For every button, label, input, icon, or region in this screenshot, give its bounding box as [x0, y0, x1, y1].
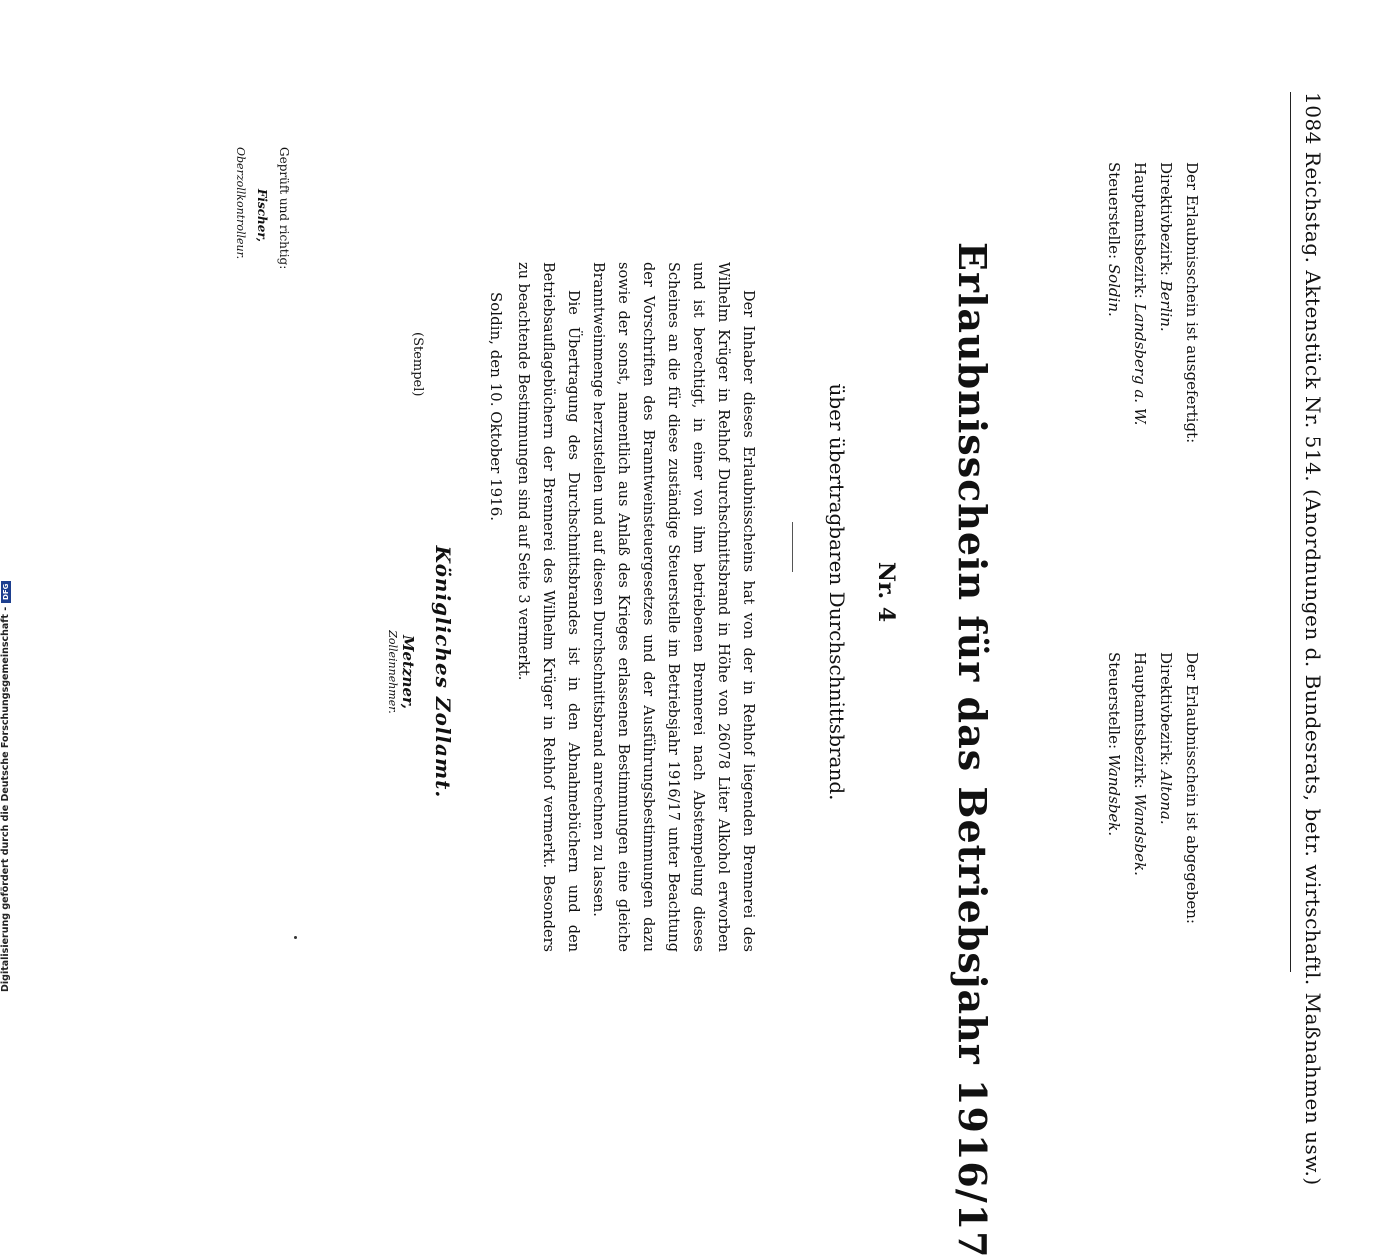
body-text: [510, 262, 760, 952]
signature-office: Königliches Zollamt.: [431, 545, 455, 799]
issued-block-right: [1101, 652, 1205, 924]
hauptamt-value: Wandsbek.: [1131, 793, 1149, 876]
date-line: Soldin, den 10. Oktober 1916.: [487, 292, 505, 522]
issued-right-hauptamt: [1127, 652, 1153, 924]
issued-block-left: [1101, 162, 1205, 443]
direktiv-value: Berlin.: [1157, 280, 1175, 332]
direktiv-label: Direktivbezirk:: [1157, 652, 1175, 766]
digitization-credit: [0, 581, 11, 992]
title-divider: [792, 522, 793, 572]
hauptamt-label: Hauptamtsbezirk:: [1131, 162, 1149, 299]
issued-left-steuer: [1101, 162, 1127, 443]
issued-left-hauptamt: [1127, 162, 1153, 443]
signature-block: [386, 422, 455, 922]
document-number: Nr. 4: [873, 561, 899, 623]
direktiv-value: Altona.: [1157, 770, 1175, 825]
header-rule: [1290, 92, 1291, 972]
checked-block: [229, 147, 295, 269]
signature-name: Metzner,: [399, 634, 417, 710]
signature-role: Zolleinnehmer.: [386, 630, 399, 714]
document-subtitle: über übertragbaren Durchschnittsbrand.: [825, 383, 849, 801]
issued-right-heading: Der Erlaubnisschein ist abgegeben:: [1183, 652, 1201, 924]
hauptamt-value: Landsberg a. W.: [1131, 303, 1149, 426]
steuer-value: Soldin.: [1105, 263, 1123, 317]
steuer-value: Wandsbek.: [1105, 753, 1123, 837]
checked-label: Geprüft und richtig:: [277, 147, 291, 270]
issued-right-direktiv: [1153, 652, 1179, 924]
body-paragraph-1: Der Inhaber dieses Erlaubnisscheins hat von der in Rehhof liegenden Brennerei des Wilhelm Krüger in Rehhof Durchschnittsbrand in Höhe von 26078 Liter Alkohol erworben und ist berechtigt, in einer von ihm betriebenen Brennerei nach Abstempelung dieses Scheines an die für diese zuständige Steuerstelle im Betriebsjahr 1916/17 unter Beachtung der Vorschriften des Branntweinsteuergesetzes und der Ausführungsbestimmungen dazu sowie der sonst, namentlich aus Anlaß des Krieges erlassenen Bestimmungen eine gleiche Branntweinmenge herzustellen und auf diesen Durchschnittsbrand anrechnen zu lassen.: [590, 262, 756, 952]
dfg-logo-icon: DFG: [1, 581, 11, 603]
scan-speck: [294, 936, 297, 939]
stamp-note: (Stempel): [410, 332, 425, 397]
issued-left-direktiv: [1153, 162, 1179, 443]
steuer-label: Steuerstelle:: [1105, 652, 1123, 750]
rotated-document: [205, 92, 1325, 1259]
page-header: 1084 Reichstag. Aktenstück Nr. 514. (Anordnungen d. Bundesrats, betr. wirtschaftl. Maßnahmen usw.): [1301, 92, 1325, 1186]
hauptamt-label: Hauptamtsbezirk:: [1131, 652, 1149, 789]
direktiv-label: Direktivbezirk:: [1157, 162, 1175, 276]
steuer-label: Steuerstelle:: [1105, 162, 1123, 260]
document-title: Erlaubnisschein für das Betriebsjahr 1916/17: [950, 242, 995, 1259]
credit-text: Digitalisierung gefördert durch die Deutsche Forschungsgemeinschaft -: [0, 606, 11, 992]
checked-role: Oberzollkontrolleur.: [234, 147, 247, 260]
body-paragraph-2: Die Übertragung des Durchschnittsbrandes ist in den Abnahmebüchern und den Betriebsauflagebüchern der Brennerei des Wilhelm Krüger in Rehhof vermerkt. Besonders zu beachtende Bestimmungen sind auf Seite 3 vermerkt.: [515, 262, 581, 952]
issued-right-steuer: [1101, 652, 1127, 924]
issued-left-heading: Der Erlaubnisschein ist ausgefertigt:: [1183, 162, 1201, 444]
checked-name: Fischer,: [255, 188, 269, 242]
